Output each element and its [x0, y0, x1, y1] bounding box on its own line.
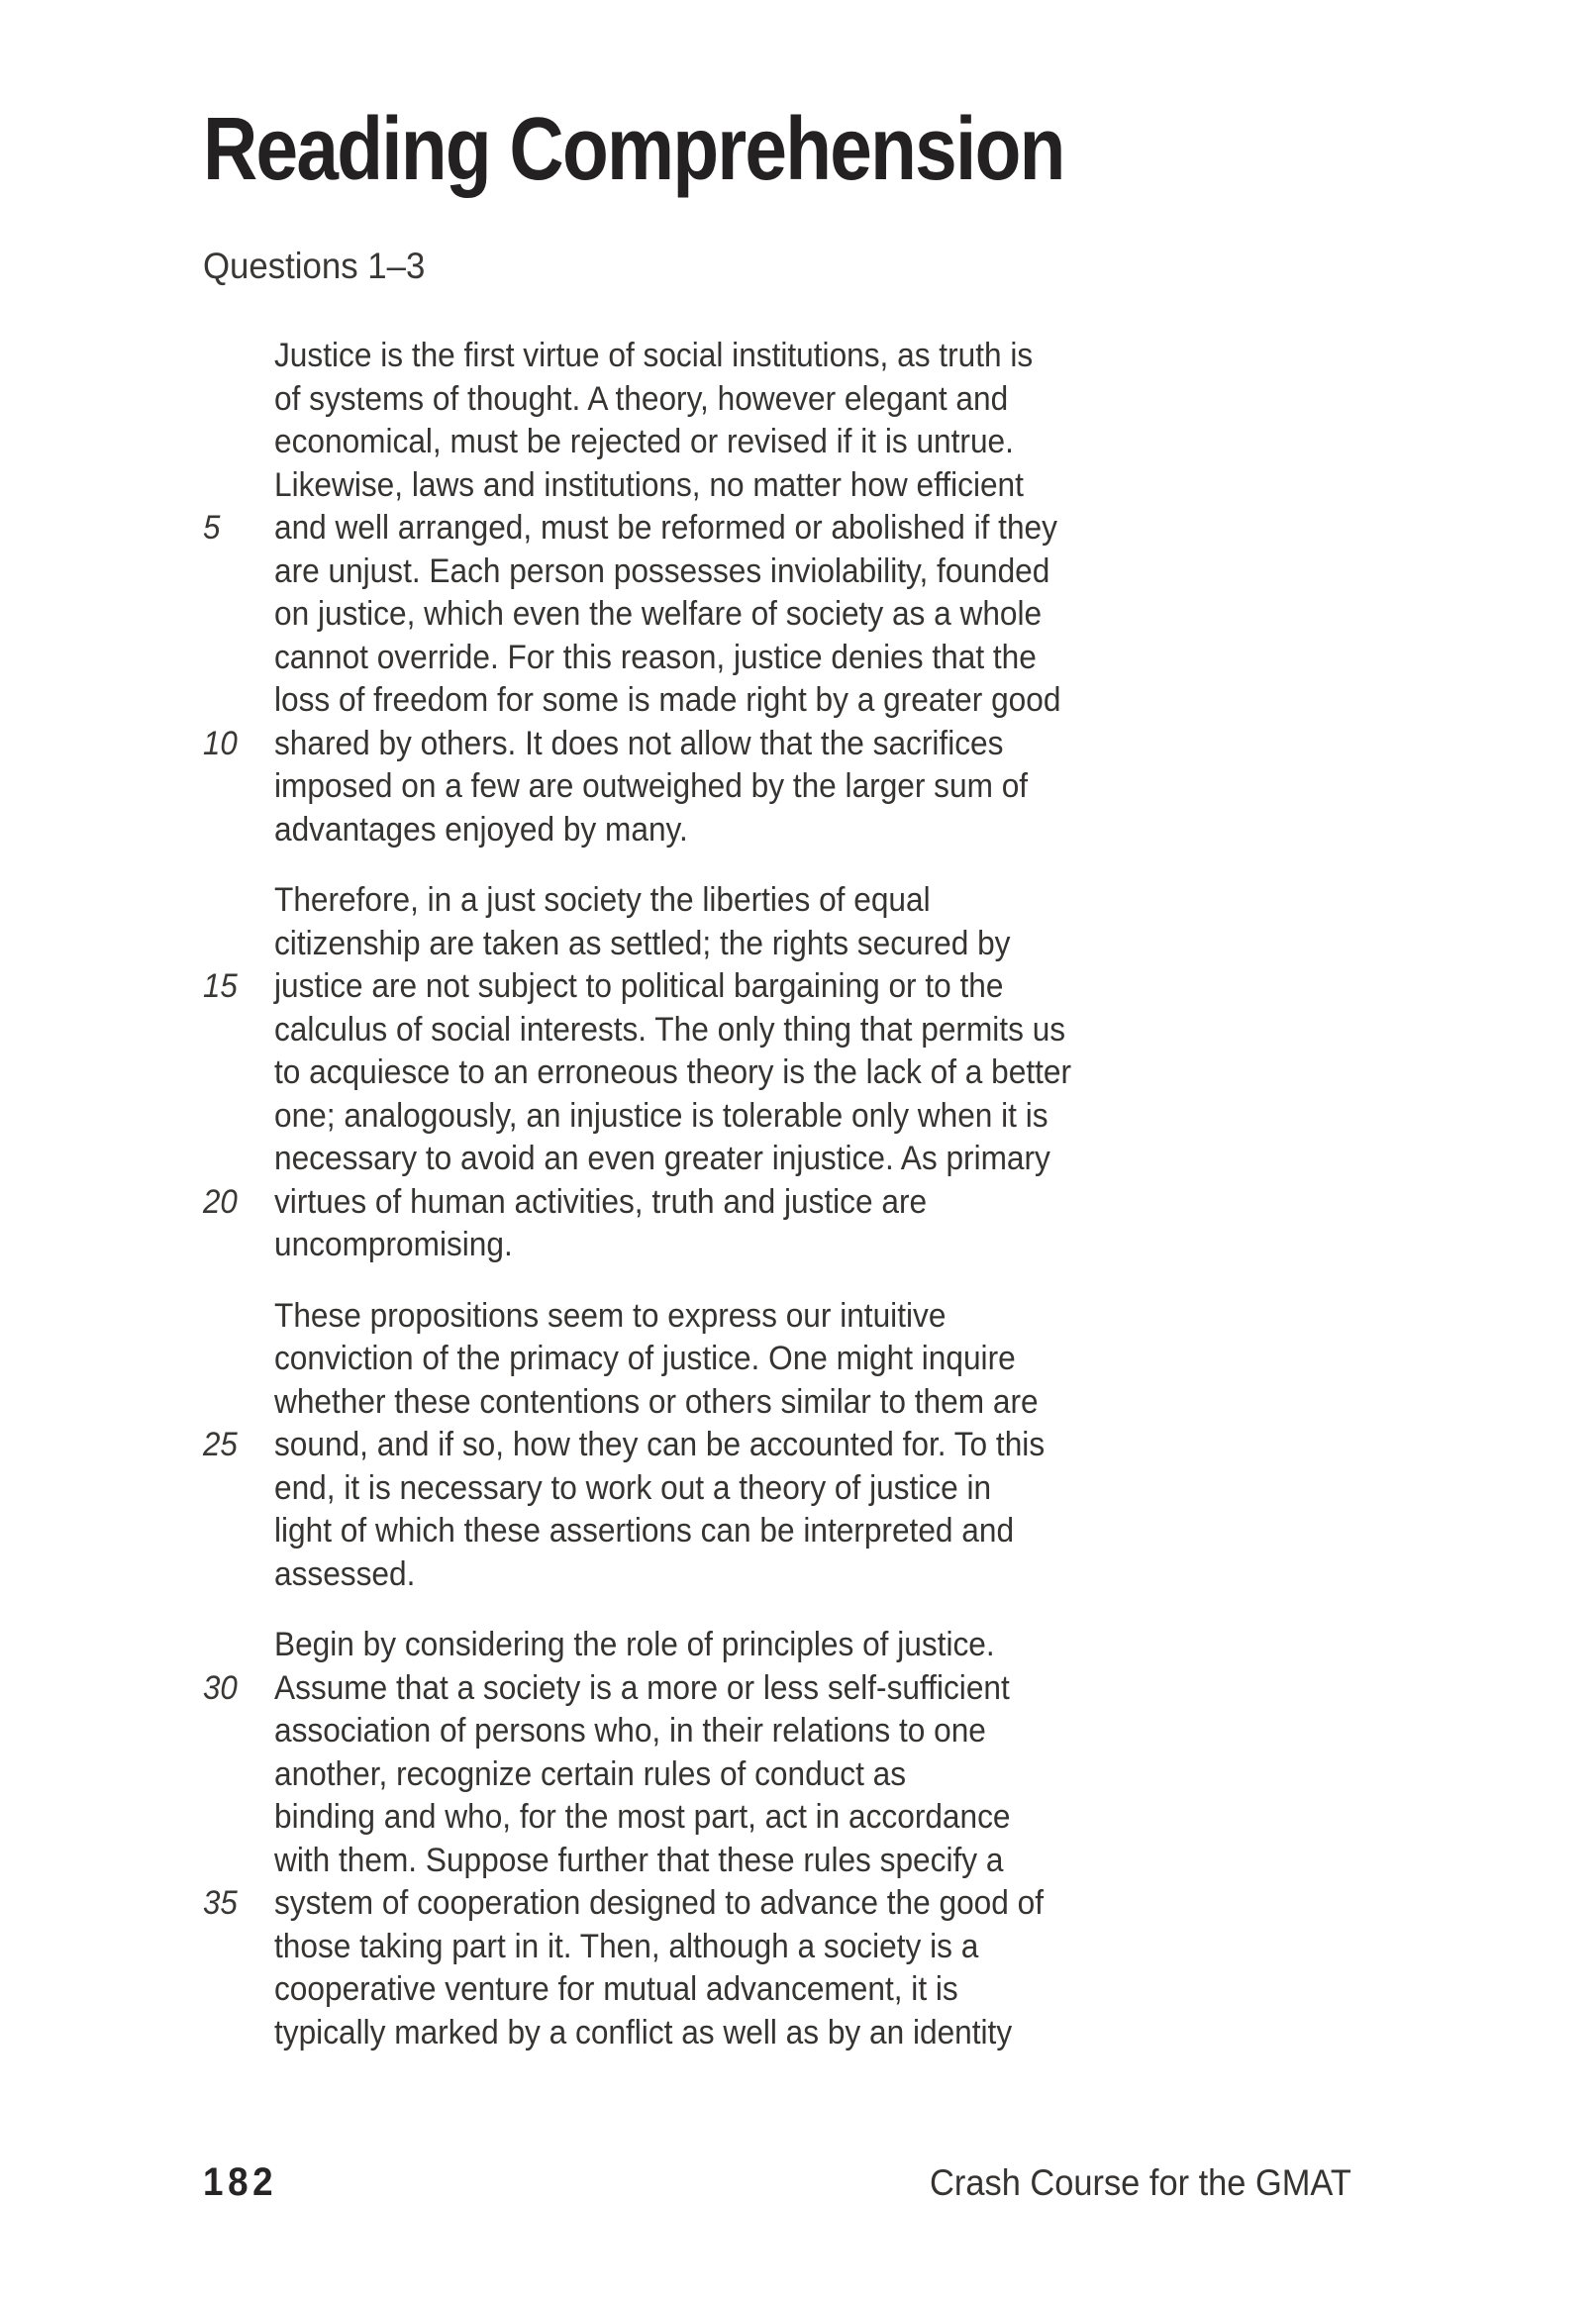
passage-line — [203, 421, 1132, 464]
line-number: 30 — [203, 1668, 238, 1707]
passage-line — [203, 1926, 1132, 1969]
line-text: These propositions seem to express our intuitive — [274, 1296, 947, 1335]
line-text: with them. Suppose further that these rules specify a — [274, 1841, 1004, 1879]
line-text: necessary to avoid an even greater injustice. As primary — [274, 1140, 1050, 1177]
passage-line — [203, 1338, 1132, 1381]
passage-line — [203, 637, 1132, 680]
page-number: 182 — [203, 2160, 278, 2204]
passage-line — [203, 1553, 1132, 1597]
line-text: loss of freedom for some is made right by a greater good — [274, 681, 1061, 719]
line-text: virtues of human activities, truth and justice are — [274, 1182, 928, 1221]
line-text: typically marked by a conflict as well as by an identity — [274, 2013, 1013, 2051]
line-text: Therefore, in a just society the liberties of equal — [274, 881, 931, 919]
passage-line — [203, 1181, 1132, 1225]
line-text: assessed. — [274, 1554, 416, 1593]
page-title: Reading Comprehension — [203, 100, 1064, 199]
line-text: justice are not subject to political bargaining or to the — [274, 967, 1004, 1005]
line-number: 35 — [203, 1884, 238, 1922]
line-number: 25 — [203, 1426, 238, 1463]
passage-paragraph — [203, 1295, 1132, 1597]
passage-line — [203, 507, 1132, 550]
passage-line — [203, 378, 1132, 422]
line-text: and well arranged, must be reformed or abolished if they — [274, 509, 1057, 547]
passage-line — [203, 1667, 1132, 1711]
line-text: Justice is the first virtue of social institutions, as truth is — [274, 337, 1034, 374]
passage-line — [203, 593, 1132, 637]
line-text: advantages enjoyed by many. — [274, 810, 688, 849]
line-text: uncompromising. — [274, 1226, 513, 1263]
book-title: Crash Course for the GMAT — [930, 2162, 1351, 2203]
passage-line — [203, 1095, 1132, 1139]
line-text: Begin by considering the role of principles of justice. — [274, 1626, 995, 1663]
line-text: are unjust. Each person possesses inviolability, founded — [274, 551, 1050, 590]
passage-line — [203, 1051, 1132, 1095]
line-number: 15 — [203, 967, 238, 1005]
passage-line — [203, 765, 1132, 809]
line-text: end, it is necessary to work out a theory of justice in — [274, 1468, 992, 1507]
passage-line — [203, 1424, 1132, 1467]
line-text: imposed on a few are outweighed by the larger sum of — [274, 767, 1029, 805]
page-footer — [203, 2160, 1351, 2205]
line-text: whether these contentions or others similar to them are — [274, 1382, 1039, 1421]
line-text: light of which these assertions can be interpreted and — [274, 1512, 1015, 1550]
line-text: cooperative venture for mutual advancement, it is — [274, 1970, 958, 2008]
passage-line — [203, 1753, 1132, 1797]
line-text: calculus of social interests. The only thing that permits us — [274, 1010, 1066, 1049]
line-text: Likewise, laws and institutions, no matter how efficient — [274, 465, 1024, 504]
line-number: 5 — [203, 509, 221, 547]
passage-line — [203, 1796, 1132, 1840]
line-text: those taking part in it. Then, although a society is a — [274, 1927, 979, 1965]
line-text: binding and who, for the most part, act in accordance — [274, 1798, 1011, 1836]
passage-line — [203, 1295, 1132, 1339]
passage-paragraph — [203, 335, 1132, 851]
passage-line — [203, 1224, 1132, 1267]
line-text: system of cooperation designed to advance the good of — [274, 1884, 1044, 1922]
line-text: another, recognize certain rules of conduct as — [274, 1754, 907, 1793]
passage-line — [203, 723, 1132, 766]
passage-line — [203, 335, 1132, 378]
line-text: of systems of thought. A theory, however elegant and — [274, 379, 1009, 418]
passage-line — [203, 1710, 1132, 1753]
line-text: citizenship are taken as settled; the rights secured by — [274, 924, 1011, 962]
passage-line — [203, 550, 1132, 594]
line-text: cannot override. For this reason, justice denies that the — [274, 638, 1037, 676]
passage-line — [203, 879, 1132, 923]
line-text: economical, must be rejected or revised if it is untrue. — [274, 423, 1014, 460]
passage-line — [203, 923, 1132, 966]
passage-line — [203, 1009, 1132, 1052]
passage-line — [203, 464, 1132, 508]
line-text: sound, and if so, how they can be accounted for. To this — [274, 1426, 1046, 1463]
line-text: on justice, which even the welfare of society as a whole — [274, 595, 1043, 633]
passage-line — [203, 2012, 1132, 2055]
line-text: association of persons who, in their relations to one — [274, 1712, 986, 1750]
passage-line — [203, 1968, 1132, 2012]
passage-line — [203, 1381, 1132, 1425]
line-text: to acquiesce to an erroneous theory is the lack of a better — [274, 1053, 1072, 1091]
reading-passage — [203, 335, 1132, 2082]
line-text: conviction of the primacy of justice. One might inquire — [274, 1340, 1016, 1377]
passage-line — [203, 1467, 1132, 1511]
passage-line — [203, 1138, 1132, 1181]
line-number: 10 — [203, 724, 238, 762]
passage-paragraph — [203, 1624, 1132, 2054]
passage-line — [203, 965, 1132, 1009]
line-text: shared by others. It does not allow that the sacrifices — [274, 724, 1004, 762]
passage-line — [203, 809, 1132, 852]
line-number: 20 — [203, 1182, 238, 1221]
questions-range-label: Questions 1–3 — [203, 246, 426, 286]
passage-line — [203, 1510, 1132, 1553]
passage-line — [203, 1882, 1132, 1926]
line-text: one; analogously, an injustice is tolerable only when it is — [274, 1096, 1048, 1135]
passage-line — [203, 679, 1132, 723]
passage-line — [203, 1624, 1132, 1667]
passage-paragraph — [203, 879, 1132, 1267]
line-text: Assume that a society is a more or less self-sufficient — [274, 1668, 1010, 1707]
passage-line — [203, 1840, 1132, 1883]
